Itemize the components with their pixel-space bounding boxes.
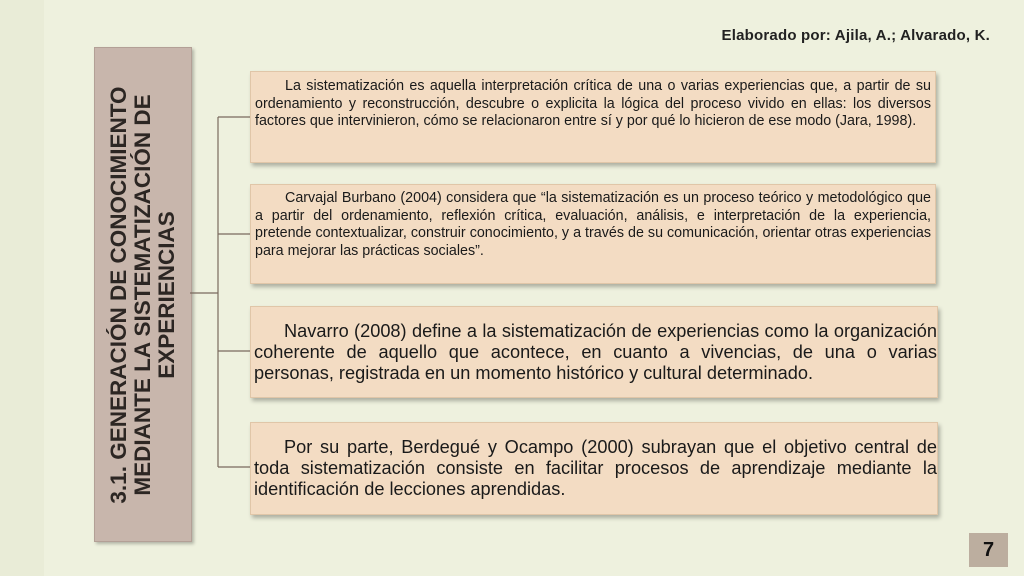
section-title: 3.1. GENERACIÓN DE CONOCIMIENTO MEDIANTE LA SISTEMATIZACIÓN DE EXPERIENCIAS xyxy=(106,85,179,504)
content-text-2: Carvajal Burbano (2004) considera que “la sistematización es un proceso teórico y metodológico que a partir del ordenamiento, reflexión crítica, evaluación, análisis, e interpretación de la experiencia, pretende contextualizar, construir conocimiento, y a través de su comunicación, orientar otras experiencias para mejorar las prácticas sociales”. xyxy=(255,190,931,259)
content-box-jara xyxy=(250,71,936,163)
content-text-4: Por su parte, Berdegué y Ocampo (2000) subrayan que el objetivo central de toda sistematización consiste en facilitar procesos de aprendizaje mediante la identificación de lecciones aprendidas. xyxy=(254,437,937,499)
author-credit: Elaborado por: Ajila, A.; Alvarado, K. xyxy=(721,27,990,44)
content-box-carvajal xyxy=(250,184,936,284)
content-box-navarro xyxy=(250,306,938,398)
page-number-badge: 7 xyxy=(969,533,1008,567)
content-text-3: Navarro (2008) define a la sistematización de experiencias como la organización coherente de aquello que acontece, en cuanto a vivencias, de una o varias personas, registrada en un momento histórico y cultural determinado. xyxy=(254,321,937,383)
content-text-1: La sistematización es aquella interpretación crítica de una o varias experiencias que, a partir de su ordenamiento y reconstrucción, descubre o explicita la lógica del proceso vivido en ellas: los diversos factores que intervinieron, cómo se relacionaron entre sí y por qué lo hicieron de ese modo (Jara, 1998). xyxy=(255,78,931,129)
content-box-berdegue xyxy=(250,422,938,515)
